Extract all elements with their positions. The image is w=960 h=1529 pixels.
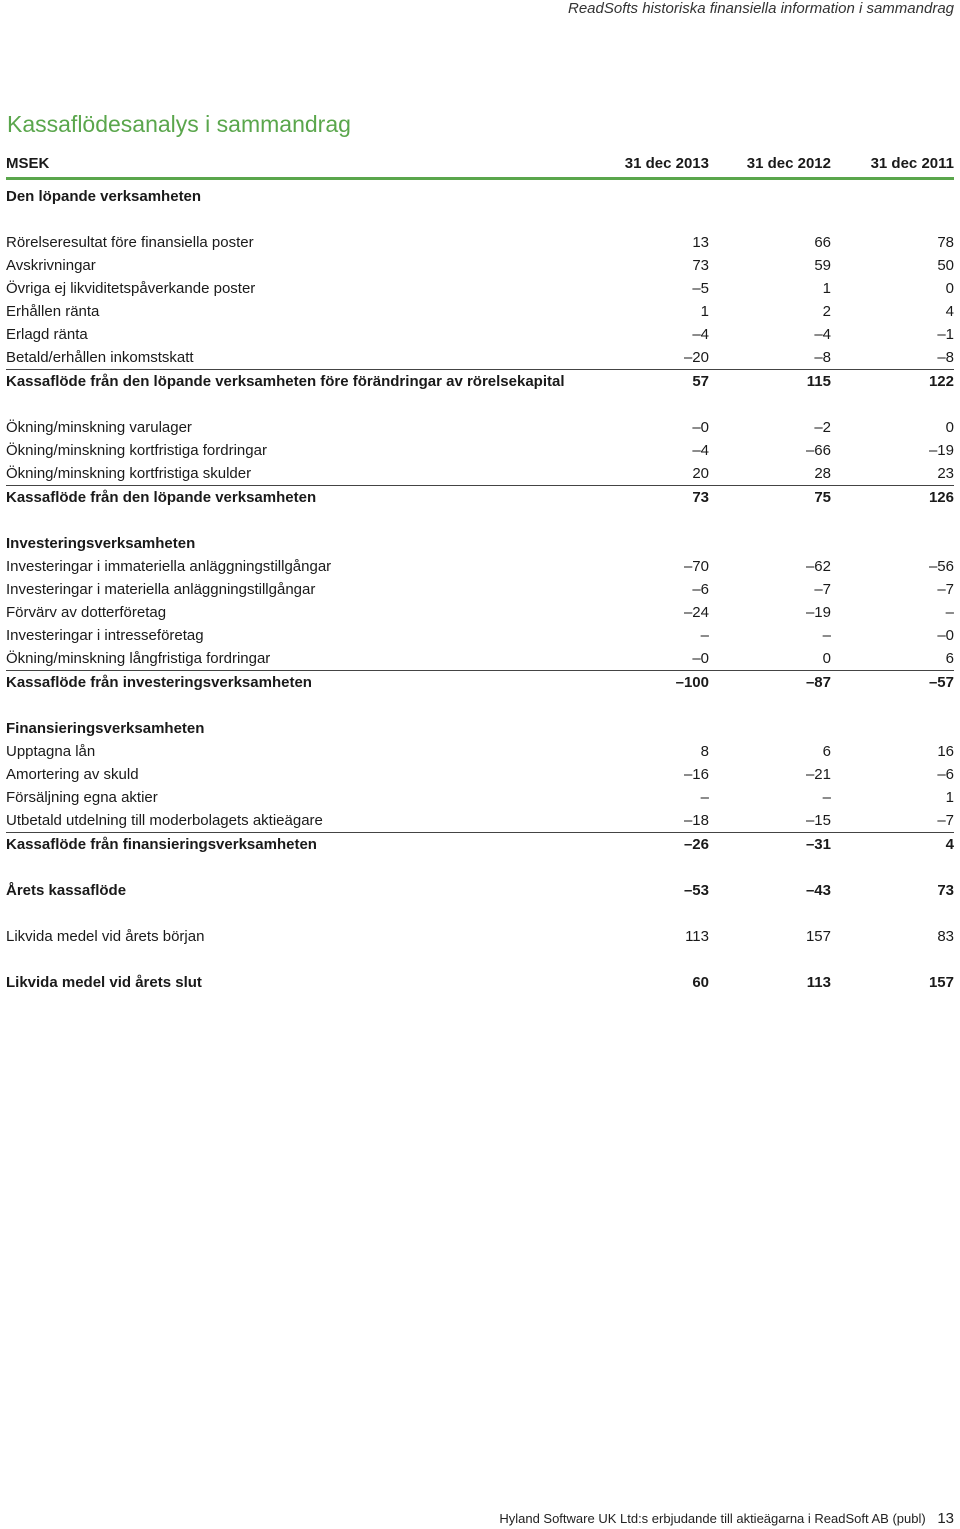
- value-2012: –66: [805, 442, 831, 459]
- row-label: Ökning/minskning kortfristiga skulder: [6, 465, 252, 482]
- col-header-2013: 31 dec 2013: [624, 155, 709, 172]
- value-2011: –: [945, 604, 954, 621]
- row-label: Kassaflöde från den löpande verksamheten: [6, 489, 317, 506]
- value-2013: 73: [692, 489, 709, 506]
- value-2011: –57: [928, 674, 954, 691]
- table-row: [6, 578, 954, 601]
- value-2012: 66: [814, 234, 831, 251]
- value-2013: –24: [683, 604, 709, 621]
- value-2013: –4: [692, 326, 709, 343]
- value-2011: –6: [937, 766, 954, 783]
- value-2012: –15: [805, 812, 831, 829]
- table-row: [6, 647, 954, 670]
- section-heading-label: Finansieringsverksamheten: [6, 720, 205, 737]
- table-row: [6, 323, 954, 346]
- value-2011: –19: [928, 442, 954, 459]
- row-label: Investeringar i materiella anläggningstillgångar: [6, 581, 316, 598]
- row-label: Ökning/minskning långfristiga fordringar: [6, 650, 271, 667]
- row-label: Investeringar i immateriella anläggningstillgångar: [6, 558, 332, 575]
- value-2011: 78: [937, 234, 954, 251]
- value-2013: –5: [692, 280, 709, 297]
- value-2012: 6: [822, 743, 831, 760]
- value-2012: –62: [805, 558, 831, 575]
- value-2013: 113: [685, 928, 709, 945]
- row-label: Betald/erhållen inkomstskatt: [6, 349, 194, 366]
- table-row: [6, 231, 954, 254]
- row-label: Likvida medel vid årets början: [6, 928, 205, 945]
- footer-text: Hyland Software UK Ltd:s erbjudande till aktieägarna i ReadSoft AB (publ): [499, 1511, 926, 1526]
- value-2012: –31: [805, 836, 831, 853]
- subtotal-row: [6, 832, 954, 856]
- table-row: [6, 254, 954, 277]
- row-label: Avskrivningar: [6, 257, 96, 274]
- value-2013: –18: [683, 812, 709, 829]
- table-row: [6, 601, 954, 624]
- table-row: [6, 462, 954, 485]
- row-label: Försäljning egna aktier: [6, 789, 158, 806]
- table-row: [6, 925, 954, 948]
- value-2011: 0: [945, 419, 954, 436]
- value-2012: –43: [805, 882, 831, 899]
- row-label: Likvida medel vid årets slut: [6, 974, 202, 991]
- row-label: Investeringar i intresseföretag: [6, 627, 204, 644]
- row-label: Ökning/minskning kortfristiga fordringar: [6, 442, 267, 459]
- row-label: Upptagna lån: [6, 743, 96, 760]
- row-label: Kassaflöde från investeringsverksamheten: [6, 674, 312, 691]
- value-2012: 0: [822, 650, 831, 667]
- page-number: 13: [937, 1510, 954, 1527]
- value-2012: 113: [806, 974, 831, 991]
- table-row: [6, 416, 954, 439]
- section-heading-operating: [6, 185, 954, 208]
- value-2013: –20: [683, 349, 709, 366]
- col-header-2012: 31 dec 2012: [746, 155, 831, 172]
- section-heading-investing: [6, 532, 954, 555]
- value-2011: –8: [937, 349, 954, 366]
- value-2012: 1: [822, 280, 831, 297]
- row-label: Ökning/minskning varulager: [6, 419, 192, 436]
- value-2013: 8: [700, 743, 709, 760]
- total-row: [6, 879, 954, 902]
- table-row: [6, 439, 954, 462]
- row-label: Övriga ej likviditetspåverkande poster: [6, 280, 256, 297]
- value-2011: 6: [945, 650, 954, 667]
- value-2012: 28: [814, 465, 831, 482]
- value-2011: 126: [928, 489, 954, 506]
- value-2013: 60: [692, 974, 709, 991]
- value-2011: 157: [928, 974, 954, 991]
- cash-flow-table: [6, 150, 954, 994]
- value-2012: –: [822, 627, 831, 644]
- value-2012: –4: [814, 326, 831, 343]
- subtotal-row: [6, 485, 954, 509]
- page-title: Kassaflödesanalys i sammandrag: [7, 111, 351, 137]
- section-heading-label: Investeringsverksamheten: [6, 535, 196, 552]
- value-2013: –4: [692, 442, 709, 459]
- value-2011: 16: [937, 743, 954, 760]
- value-2011: 50: [937, 257, 954, 274]
- table-row: [6, 277, 954, 300]
- value-2012: –19: [805, 604, 831, 621]
- value-2013: 1: [700, 303, 709, 320]
- value-2012: –2: [814, 419, 831, 436]
- value-2012: 157: [805, 928, 831, 945]
- value-2013: 73: [692, 257, 709, 274]
- subtotal-row: [6, 369, 954, 393]
- total-row: [6, 971, 954, 994]
- value-2012: 75: [814, 489, 831, 506]
- value-2011: 73: [937, 882, 954, 899]
- value-2012: –8: [814, 349, 831, 366]
- value-2011: –7: [937, 812, 954, 829]
- value-2011: 4: [945, 303, 954, 320]
- row-label: Amortering av skuld: [6, 766, 139, 783]
- value-2012: –21: [805, 766, 831, 783]
- value-2013: –: [700, 627, 709, 644]
- value-2011: 4: [945, 836, 954, 853]
- row-label: Erhållen ränta: [6, 303, 100, 320]
- value-2011: 122: [928, 373, 954, 390]
- value-2013: 20: [692, 465, 709, 482]
- row-label: Rörelseresultat före finansiella poster: [6, 234, 254, 251]
- value-2013: –26: [683, 836, 709, 853]
- row-label: Årets kassaflöde: [6, 882, 127, 899]
- value-2013: –: [700, 789, 709, 806]
- value-2013: –53: [683, 882, 709, 899]
- subtotal-row: [6, 670, 954, 694]
- table-row: [6, 555, 954, 578]
- value-2013: –6: [692, 581, 709, 598]
- table-row: [6, 346, 954, 369]
- table-header-row: [6, 150, 954, 180]
- row-label: Kassaflöde från finansieringsverksamheten: [6, 836, 317, 853]
- row-label: Utbetald utdelning till moderbolagets aktieägare: [6, 812, 323, 829]
- value-2011: 23: [937, 465, 954, 482]
- value-2012: –: [822, 789, 831, 806]
- value-2012: 2: [822, 303, 831, 320]
- running-header: ReadSofts historiska finansiella information i sammandrag: [567, 0, 954, 17]
- col-header-2011: 31 dec 2011: [870, 155, 954, 172]
- value-2011: –7: [937, 581, 954, 598]
- value-2011: 83: [937, 928, 954, 945]
- value-2012: 59: [814, 257, 831, 274]
- value-2012: 115: [806, 373, 831, 390]
- table-row: [6, 740, 954, 763]
- table-row: [6, 786, 954, 809]
- value-2012: –87: [805, 674, 831, 691]
- row-label: Erlagd ränta: [6, 326, 88, 343]
- value-2013: –16: [683, 766, 709, 783]
- value-2011: –1: [937, 326, 954, 343]
- value-2011: –0: [937, 627, 954, 644]
- col-header-unit: MSEK: [6, 155, 50, 172]
- row-label: Kassaflöde från den löpande verksamheten före förändringar av rörelsekapital: [6, 373, 565, 390]
- row-label: Förvärv av dotterföretag: [6, 604, 167, 621]
- value-2012: –7: [814, 581, 831, 598]
- value-2013: –0: [692, 650, 709, 667]
- table-row: [6, 763, 954, 786]
- value-2013: 13: [692, 234, 709, 251]
- value-2013: –100: [675, 674, 709, 691]
- value-2011: –56: [928, 558, 954, 575]
- page-footer: [499, 1510, 954, 1527]
- section-heading-financing: [6, 717, 954, 740]
- table-row: [6, 809, 954, 832]
- section-heading-label: Den löpande verksamheten: [6, 188, 202, 205]
- value-2011: 1: [945, 789, 954, 806]
- table-row: [6, 300, 954, 323]
- value-2013: 57: [692, 373, 709, 390]
- value-2011: 0: [945, 280, 954, 297]
- table-row: [6, 624, 954, 647]
- value-2013: –70: [683, 558, 709, 575]
- value-2013: –0: [692, 419, 709, 436]
